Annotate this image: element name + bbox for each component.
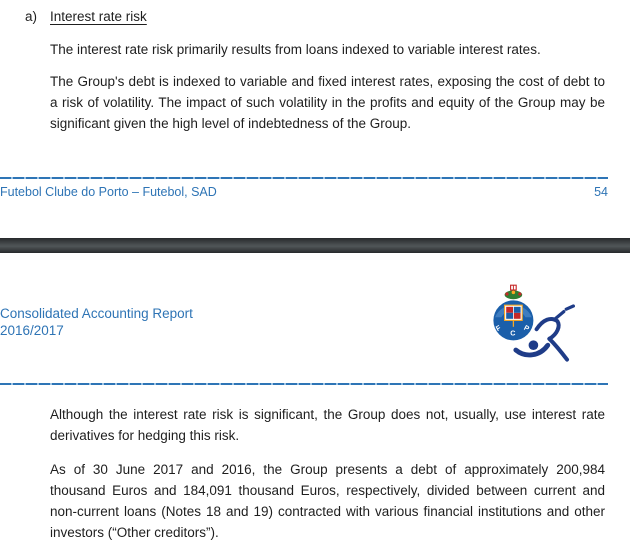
fc-porto-logo <box>487 284 575 368</box>
footer-divider-line <box>0 177 608 179</box>
footer-company-name: Futebol Clube do Porto – Futebol, SAD <box>0 185 217 199</box>
paragraph-debt-amounts: As of 30 June 2017 and 2016, the Group presents a debt of approximately 200,984 thousand Euros and 184,091 thousand Euros, respectively, divided between current and non-current loans (Notes 18 and 19) contracted with various financial institutions and other investors (“Other creditors”). <box>50 462 605 540</box>
svg-text:P: P <box>522 322 531 334</box>
svg-text:C: C <box>510 328 516 338</box>
paragraph-group-debt-volatility: The Group's debt is indexed to variable and fixed interest rates, exposing the cost of debt to a risk of volatility. The impact of such volatility in the profits and equity of the Group may be significant given the high level of indebtedness of the Group. <box>50 74 605 131</box>
svg-text:F: F <box>494 323 503 334</box>
report-title-line2: 2016/2017 <box>0 323 64 338</box>
report-title-line1: Consolidated Accounting Report <box>0 306 193 321</box>
header-divider-line <box>0 383 608 385</box>
section-heading: Interest rate risk <box>50 9 147 24</box>
list-marker: a) <box>25 9 38 24</box>
paragraph-derivatives-hedging: Although the interest rate risk is significant, the Group does not, usually, use interest rate derivatives for hedging this risk. <box>50 407 605 443</box>
report-header-title <box>0 305 193 339</box>
footer-page-number: 54 <box>594 185 608 199</box>
paragraph-interest-rate-risk: The interest rate risk primarily results from loans indexed to variable interest rates. <box>50 42 541 57</box>
page-footer <box>0 184 608 200</box>
page-separator-bar <box>0 238 630 253</box>
section-heading-row <box>25 7 147 26</box>
